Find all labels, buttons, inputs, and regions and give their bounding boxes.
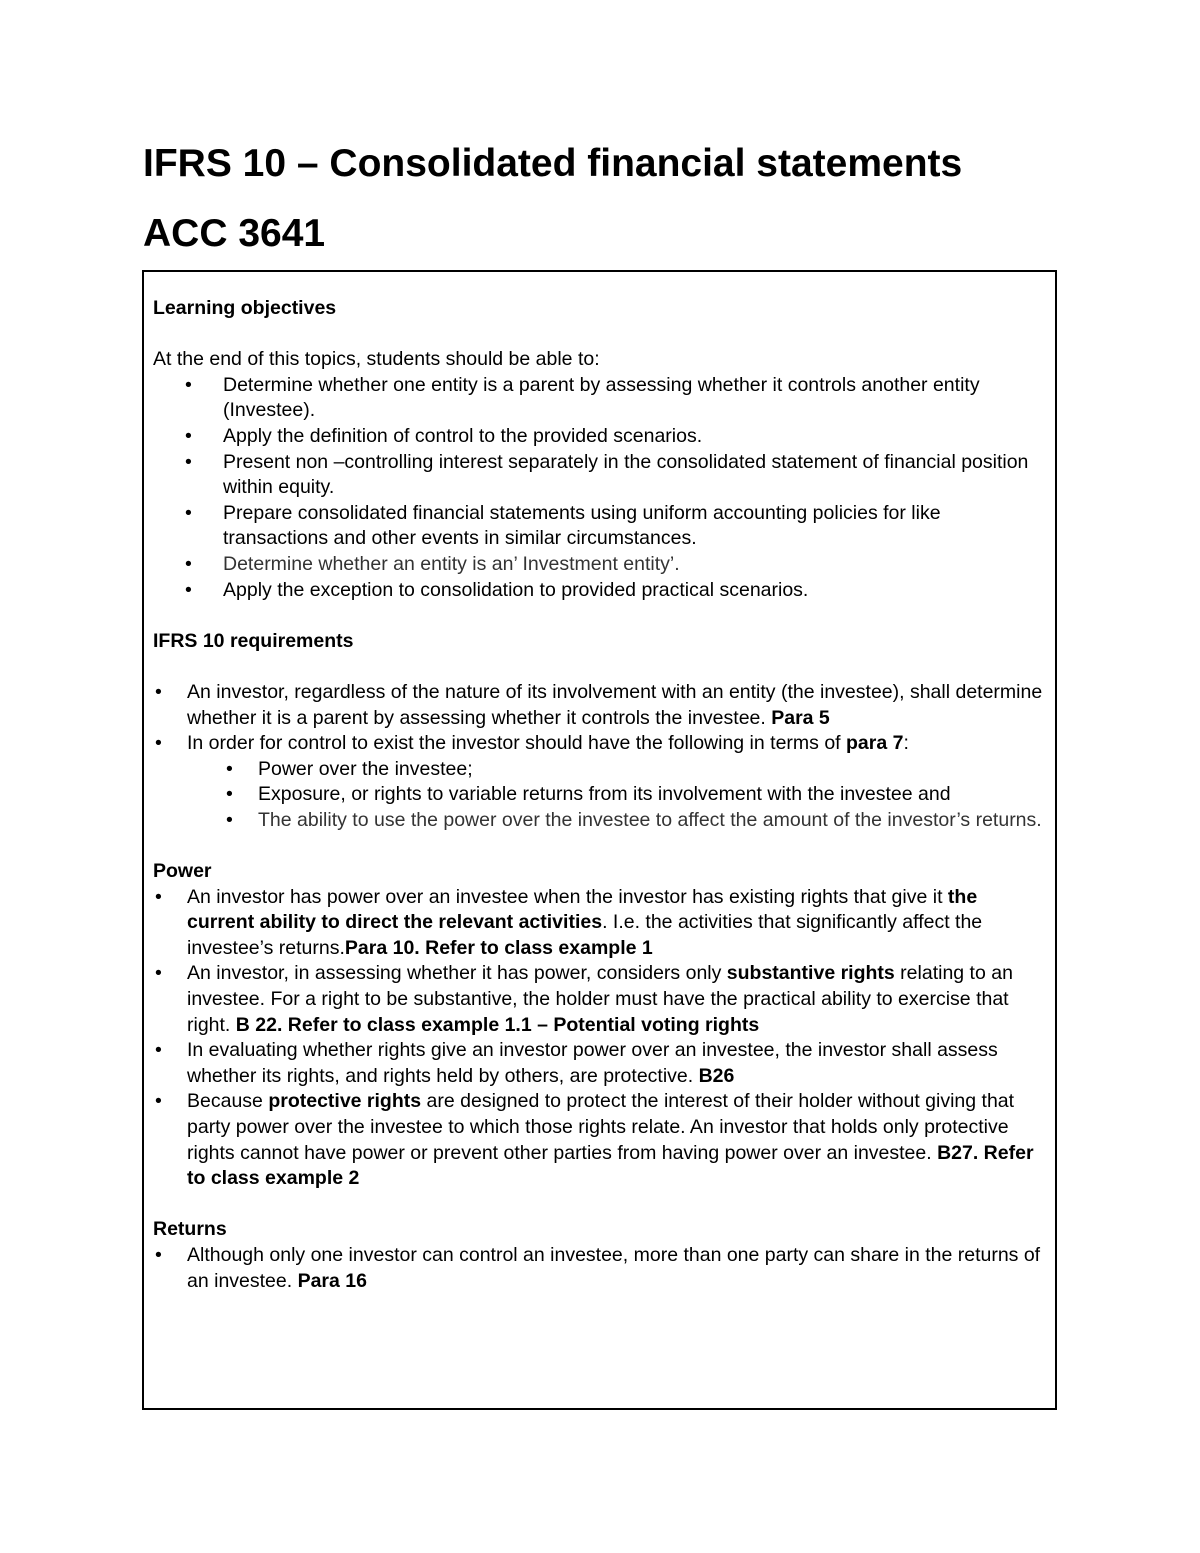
bullet-icon: •	[185, 552, 192, 575]
list-item: • Power over the investee;	[153, 757, 1043, 783]
list-item: • Determine whether an entity is an’ Investment entity’.	[153, 552, 1043, 578]
list-item: • Determine whether one entity is a parent by assessing whether it controls another entity (Investee).	[185, 373, 980, 422]
paragraph-reference: B 22. Refer to class example 1.1 – Potential voting rights	[235, 1013, 760, 1036]
bullet-icon: •	[226, 783, 233, 806]
content-body	[153, 296, 1043, 1294]
returns-heading: Returns	[153, 1218, 227, 1241]
bullet-icon: •	[185, 373, 192, 396]
bullet-icon: •	[155, 680, 162, 703]
list-item: • Exposure, or rights to variable returns from its involvement with the investee and	[153, 782, 1043, 808]
bullet-icon: •	[155, 885, 162, 908]
list-item: • Although only one investor can control an investee, more than one party can share in the returns of an investee. Para 16	[155, 1243, 1041, 1292]
paragraph-reference: para 7	[846, 732, 904, 755]
paragraph-reference: Para 16	[297, 1269, 367, 1292]
list-item: • Prepare consolidated financial statements using uniform accounting policies for like transactions and other events in similar circumstances.	[185, 501, 941, 550]
bullet-icon: •	[155, 1243, 162, 1266]
bullet-icon: •	[185, 501, 192, 524]
paragraph-reference: Para 10. Refer to class example 1	[344, 936, 653, 959]
list-item: • In evaluating whether rights give an investor power over an investee, the investor shall assess whether its rights, and rights held by others, are protective. B26	[155, 1039, 998, 1087]
list-item: • An investor, regardless of the nature of its involvement with an entity (the investee), shall determine whether it is a parent by assessing whether it controls the investee. Para 5	[155, 680, 1043, 729]
list-item: • Present non –controlling interest separately in the consolidated statement of financial position within equity.	[185, 450, 1029, 499]
bullet-icon: •	[226, 757, 233, 780]
list-item: • The ability to use the power over the investee to affect the amount of the investor’s returns.	[153, 808, 1043, 834]
bullet-icon: •	[155, 1090, 162, 1113]
requirements-heading: IFRS 10 requirements	[153, 629, 354, 652]
course-code: ACC 3641	[143, 212, 326, 255]
bullet-icon: •	[226, 808, 233, 831]
list-item: • An investor has power over an investee when the investor has existing rights that give it the current ability to direct the relevant activities. I.e. the activities that significantly affect the investee’s returns.Para 10. Refer to class example 1	[155, 885, 983, 959]
list-item: • An investor, in assessing whether it has power, considers only substantive rights relating to an investee. For a right to be substantive, the holder must have the practical ability to exercise that right. B 22. Refer to class example 1.1 – Potential voting rights	[155, 962, 1013, 1036]
returns-list	[153, 1243, 1043, 1294]
bullet-icon: •	[155, 732, 162, 755]
power-list	[153, 885, 1043, 1192]
bullet-icon: •	[185, 578, 192, 601]
list-item: • Because protective rights are designed to protect the interest of their holder without giving that party power over the investee to which those rights relate. An investor that holds only protective rights cannot have power or prevent other parties from having power over an investee. B27. Refer to class example 2	[155, 1090, 1034, 1190]
document-title: IFRS 10 – Consolidated financial statements	[143, 142, 963, 185]
paragraph-reference: Para 5	[771, 706, 830, 729]
paragraph-reference: B26	[698, 1064, 735, 1087]
power-heading: Power	[153, 860, 212, 883]
requirements-list	[153, 680, 1043, 757]
bullet-icon: •	[155, 1039, 162, 1062]
list-item: • Apply the definition of control to the provided scenarios.	[153, 424, 1043, 450]
learning-intro: At the end of this topics, students should be able to:	[153, 348, 600, 371]
bullet-icon: •	[185, 450, 192, 473]
bullet-icon: •	[155, 962, 162, 985]
bullet-icon: •	[185, 424, 192, 447]
control-elements-list	[153, 757, 1043, 834]
learning-objectives-list	[153, 373, 1043, 603]
list-item: • In order for control to exist the investor should have the following in terms of para 7:	[153, 731, 1043, 757]
learning-objectives-heading: Learning objectives	[153, 297, 337, 319]
list-item: • Apply the exception to consolidation to provided practical scenarios.	[153, 578, 1043, 604]
paragraph-reference: B27. Refer to class example 2	[187, 1141, 1034, 1190]
